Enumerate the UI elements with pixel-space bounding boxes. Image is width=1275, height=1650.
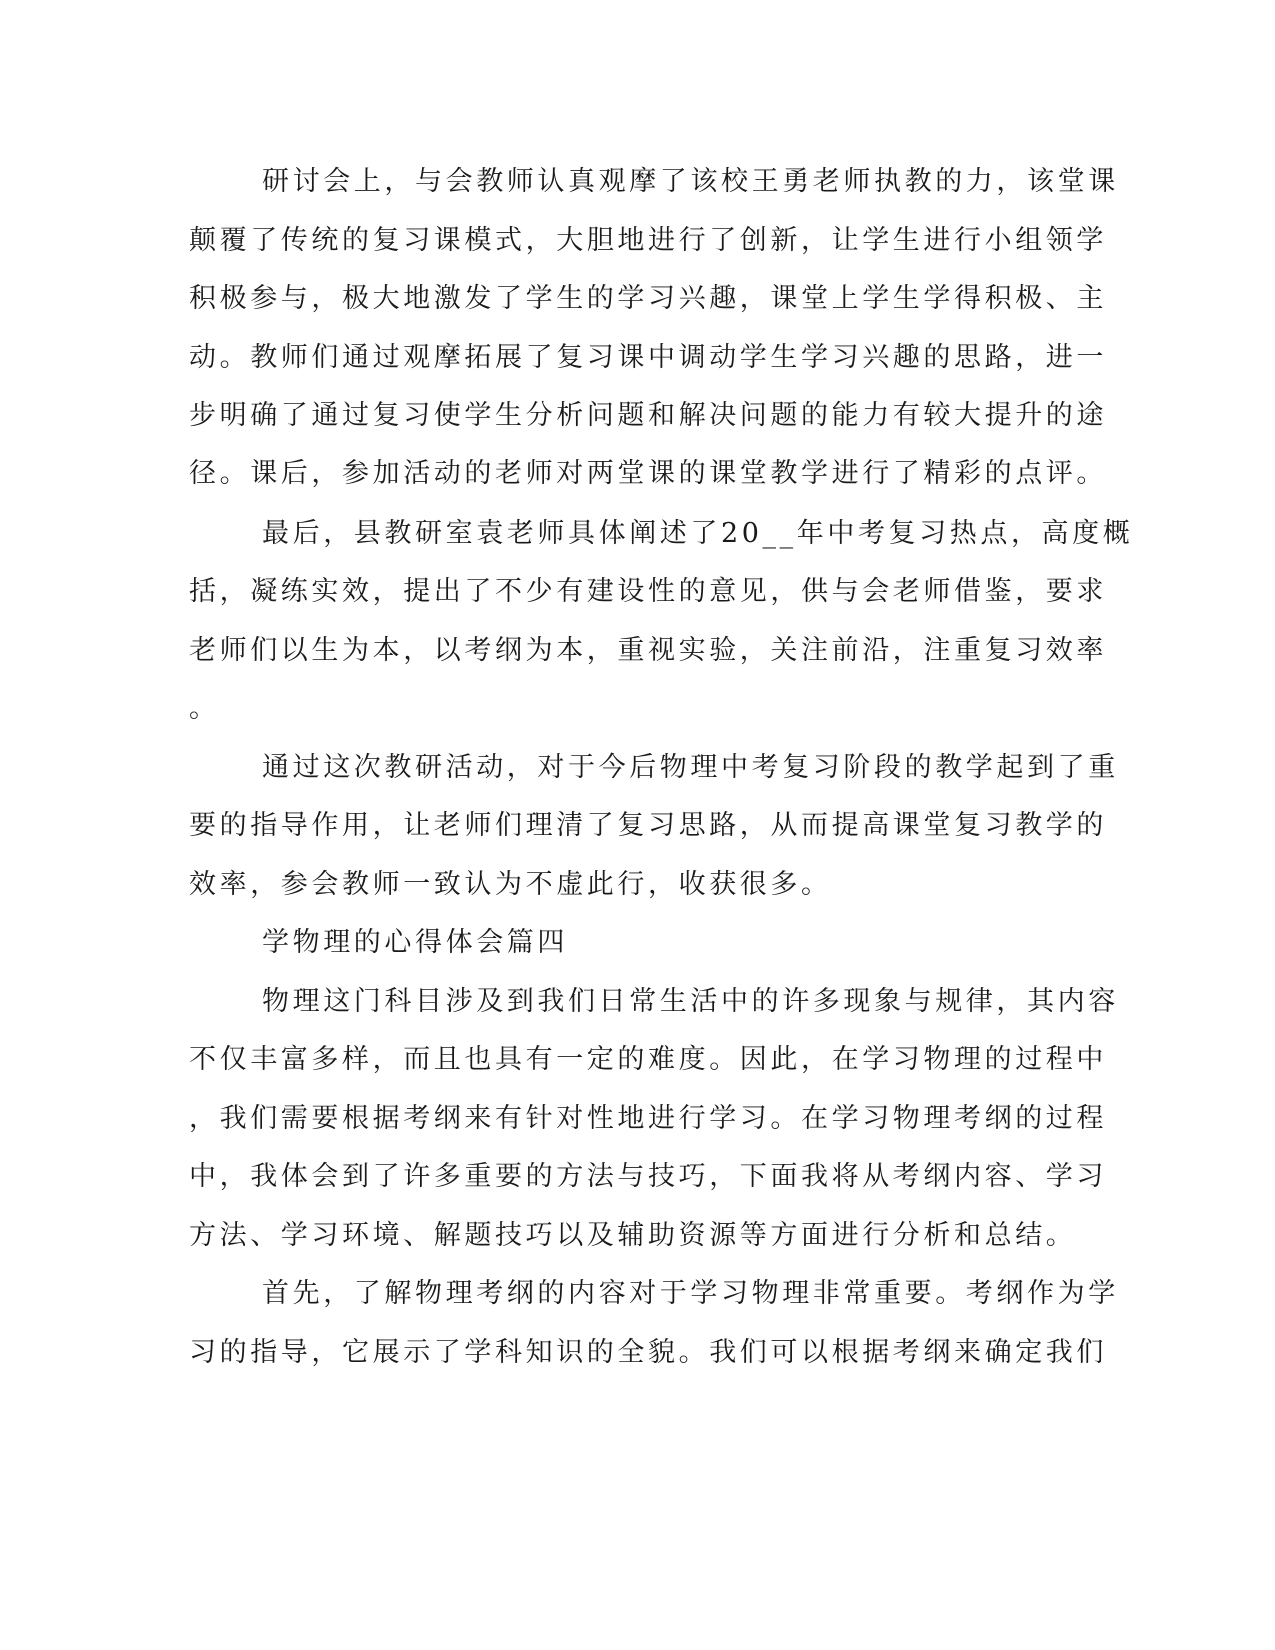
text-line: 老师们以生为本，以考纲为本，重视实验，关注前沿，注重复习效率 xyxy=(189,635,1107,666)
text-line: 动。教师们通过观摩拓展了复习课中调动学生学习兴趣的思路，进一 xyxy=(189,342,1107,373)
text-line: 不仅丰富多样，而且也具有一定的难度。因此，在学习物理的过程中 xyxy=(189,1044,1107,1075)
text-line: 研讨会上，与会教师认真观摩了该校王勇老师执教的力，该堂课 xyxy=(262,166,1119,197)
text-line: 括，凝练实效，提出了不少有建设性的意见，供与会老师借鉴，要求 xyxy=(189,576,1107,607)
text-line: 步明确了通过复习使学生分析问题和解决问题的能力有较大提升的途 xyxy=(189,400,1107,431)
text-line: 首先，了解物理考纲的内容对于学习物理非常重要。考纲作为学 xyxy=(262,1278,1119,1309)
text-line: 要的指导作用，让老师们理清了复习思路，从而提高课堂复习教学的 xyxy=(189,810,1107,841)
text-line: 中，我体会到了许多重要的方法与技巧，下面我将从考纲内容、学习 xyxy=(189,1161,1107,1192)
section-heading: 学物理的心得体会篇四 xyxy=(262,927,568,958)
text-line: 最后，县教研室袁老师具体阐述了20__年中考复习热点，高度概 xyxy=(262,518,1134,549)
text-line: 颠覆了传统的复习课模式，大胆地进行了创新，让学生进行小组领学 xyxy=(189,225,1107,256)
text-line: ，我们需要根据考纲来有针对性地进行学习。在学习物理考纲的过程 xyxy=(189,1103,1107,1134)
text-line: 积极参与，极大地激发了学生的学习兴趣，课堂上学生学得积极、主 xyxy=(189,283,1107,314)
text-line: 物理这门科目涉及到我们日常生活中的许多现象与规律，其内容 xyxy=(262,986,1119,1017)
text-line: 效率，参会教师一致认为不虚此行，收获很多。 xyxy=(189,869,832,900)
text-line: 习的指导，它展示了学科知识的全貌。我们可以根据考纲来确定我们 xyxy=(189,1337,1107,1368)
text-line: 径。课后，参加活动的老师对两堂课的课堂教学进行了精彩的点评。 xyxy=(189,458,1107,489)
text-line: 通过这次教研活动，对于今后物理中考复习阶段的教学起到了重 xyxy=(262,752,1119,783)
text-line: 。 xyxy=(189,693,220,724)
text-line: 方法、学习环境、解题技巧以及辅助资源等方面进行分析和总结。 xyxy=(189,1220,1077,1251)
